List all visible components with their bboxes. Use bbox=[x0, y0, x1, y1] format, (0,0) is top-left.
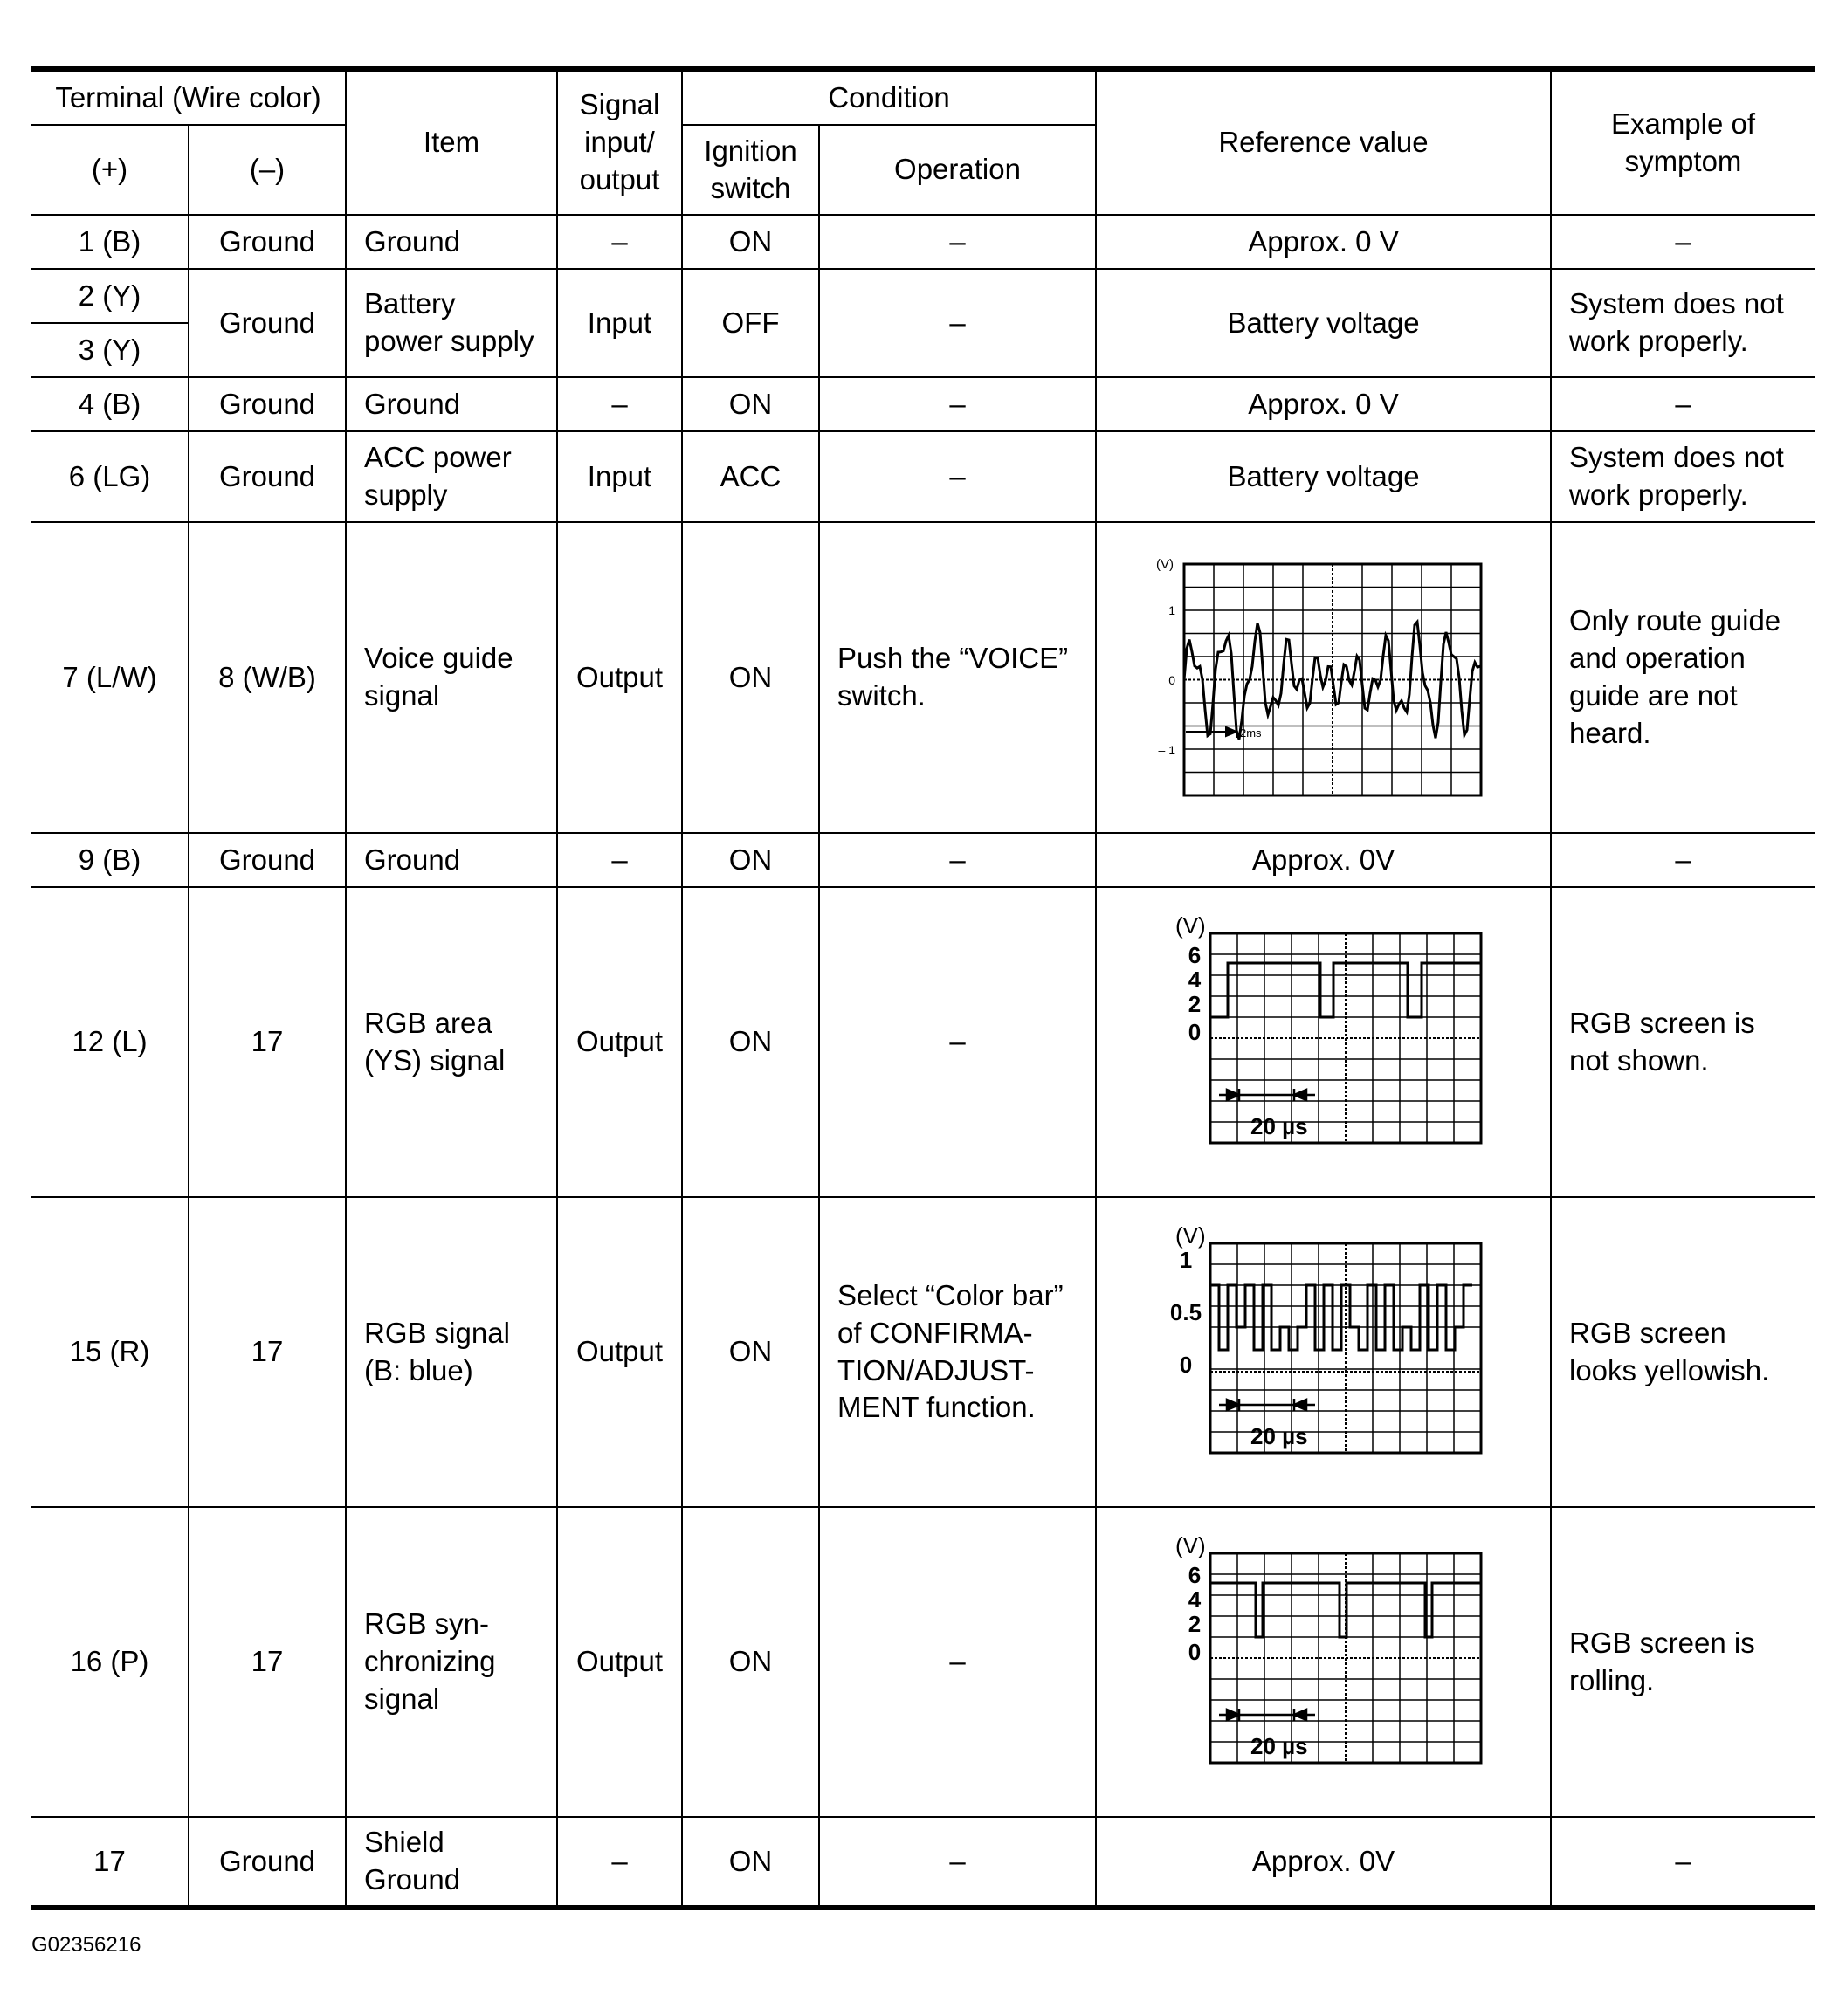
cell-reference bbox=[1096, 1507, 1551, 1817]
scope-tick: 6 bbox=[1188, 1561, 1201, 1588]
cell-item: Ground bbox=[346, 215, 557, 269]
cell-minus: Ground bbox=[189, 269, 346, 377]
cell-ignition: ON bbox=[682, 1197, 819, 1507]
cell-signal: Input bbox=[557, 431, 682, 522]
header-condition: Condition bbox=[682, 69, 1096, 125]
voice-waveform bbox=[1149, 547, 1498, 808]
cell-ignition: ON bbox=[682, 833, 819, 887]
cell-ignition: ACC bbox=[682, 431, 819, 522]
cell-plus: 1 (B) bbox=[31, 215, 189, 269]
header-ignition: Ignition switch bbox=[682, 125, 819, 215]
scope-tick: 0.5 bbox=[1169, 1298, 1202, 1325]
cell-signal: – bbox=[557, 833, 682, 887]
cell-plus: 4 (B) bbox=[31, 377, 189, 431]
cell-reference: Approx. 0 V bbox=[1096, 215, 1551, 269]
cell-signal: Output bbox=[557, 1507, 682, 1817]
figure-code: G02356216 bbox=[31, 1933, 141, 1957]
scope-tick: 0 bbox=[1188, 1018, 1201, 1045]
table-row bbox=[31, 522, 1815, 833]
cell-reference bbox=[1096, 522, 1551, 833]
blue-trace bbox=[1210, 1285, 1472, 1350]
cell-signal: Output bbox=[557, 522, 682, 833]
scope-tick: 4 bbox=[1188, 1586, 1201, 1613]
cell-reference bbox=[1096, 1197, 1551, 1507]
cell-minus: Ground bbox=[189, 833, 346, 887]
cell-ignition: OFF bbox=[682, 269, 819, 377]
scope-grid bbox=[1210, 933, 1481, 1143]
cell-operation: – bbox=[819, 431, 1096, 522]
cell-plus: 7 (L/W) bbox=[31, 522, 189, 833]
cell-ignition: ON bbox=[682, 1817, 819, 1908]
scope-tick: 0 bbox=[1168, 673, 1175, 687]
cell-item: Ground bbox=[346, 833, 557, 887]
cell-symptom: RGB screen is not shown. bbox=[1551, 887, 1815, 1197]
cell-plus: 15 (R) bbox=[31, 1197, 189, 1507]
cell-minus: 17 bbox=[189, 1197, 346, 1507]
table-row bbox=[31, 833, 1815, 887]
cell-ignition: ON bbox=[682, 377, 819, 431]
cell-minus: 17 bbox=[189, 887, 346, 1197]
cell-minus: Ground bbox=[189, 1817, 346, 1908]
cell-item: RGB signal (B: blue) bbox=[346, 1197, 557, 1507]
scope-unit: (V) bbox=[1174, 1535, 1206, 1558]
cell-signal: – bbox=[557, 377, 682, 431]
header-symptom: Example of symptom bbox=[1551, 69, 1815, 215]
cell-operation: – bbox=[819, 887, 1096, 1197]
cell-plus: 2 (Y) bbox=[31, 269, 189, 323]
cell-operation: – bbox=[819, 833, 1096, 887]
time-span-label: 20 µs bbox=[1250, 1112, 1308, 1139]
cell-ignition: ON bbox=[682, 522, 819, 833]
blue-waveform bbox=[1149, 1226, 1498, 1479]
table-row bbox=[31, 431, 1815, 522]
time-span-marker bbox=[1219, 1089, 1315, 1101]
scope-tick: 1 bbox=[1179, 1246, 1192, 1273]
scope-tick: 2 bbox=[1188, 990, 1201, 1017]
cell-item: Voice guide signal bbox=[346, 522, 557, 833]
time-span-label: 2ms bbox=[1239, 726, 1262, 740]
table-row bbox=[31, 215, 1815, 269]
table-row bbox=[31, 1507, 1815, 1817]
cell-symptom: Only route guide and operation guide are not heard. bbox=[1551, 522, 1815, 833]
scope-unit: (V) bbox=[1174, 1225, 1206, 1249]
cell-operation: Push the “VOICE” switch. bbox=[819, 522, 1096, 833]
time-span-label: 20 µs bbox=[1250, 1422, 1308, 1449]
cell-item: Ground bbox=[346, 377, 557, 431]
cell-operation: Select “Color bar” of CONFIRMA-TION/ADJUST-MENT function. bbox=[819, 1197, 1096, 1507]
scope-unit: (V) bbox=[1155, 557, 1174, 572]
scope-tick: 6 bbox=[1188, 941, 1201, 968]
cell-reference: Approx. 0 V bbox=[1096, 377, 1551, 431]
cell-minus: 17 bbox=[189, 1507, 346, 1817]
ys-waveform bbox=[1149, 916, 1498, 1169]
time-span-label: 20 µs bbox=[1250, 1732, 1308, 1759]
cell-plus: 6 (LG) bbox=[31, 431, 189, 522]
cell-symptom: – bbox=[1551, 215, 1815, 269]
cell-item: RGB area (YS) signal bbox=[346, 887, 557, 1197]
cell-minus: Ground bbox=[189, 431, 346, 522]
cell-operation: – bbox=[819, 377, 1096, 431]
terminal-reference-table bbox=[31, 66, 1815, 1910]
header-terminal: Terminal (Wire color) bbox=[31, 69, 346, 125]
cell-item: Battery power supply bbox=[346, 269, 557, 377]
cell-reference: Approx. 0V bbox=[1096, 833, 1551, 887]
cell-signal: Output bbox=[557, 1197, 682, 1507]
header-operation: Operation bbox=[819, 125, 1096, 215]
cell-operation: – bbox=[819, 1507, 1096, 1817]
table-row bbox=[31, 269, 1815, 323]
cell-plus: 9 (B) bbox=[31, 833, 189, 887]
cell-operation: – bbox=[819, 215, 1096, 269]
cell-ignition: ON bbox=[682, 1507, 819, 1817]
cell-ignition: ON bbox=[682, 215, 819, 269]
cell-operation: – bbox=[819, 269, 1096, 377]
cell-symptom: – bbox=[1551, 833, 1815, 887]
cell-plus: 3 (Y) bbox=[31, 323, 189, 377]
cell-symptom: System does not work properly. bbox=[1551, 269, 1815, 377]
cell-symptom: – bbox=[1551, 377, 1815, 431]
time-span-marker bbox=[1219, 1399, 1315, 1411]
scope-grid bbox=[1210, 1243, 1481, 1453]
header-minus: (–) bbox=[189, 125, 346, 215]
cell-signal: Input bbox=[557, 269, 682, 377]
cell-operation: – bbox=[819, 1817, 1096, 1908]
table-row bbox=[31, 1817, 1815, 1908]
cell-symptom: RGB screen looks yellowish. bbox=[1551, 1197, 1815, 1507]
cell-symptom: RGB screen is rolling. bbox=[1551, 1507, 1815, 1817]
scope-tick: 4 bbox=[1188, 966, 1201, 993]
cell-reference: Battery voltage bbox=[1096, 269, 1551, 377]
table-row bbox=[31, 377, 1815, 431]
table-row bbox=[31, 887, 1815, 1197]
cell-symptom: System does not work properly. bbox=[1551, 431, 1815, 522]
header-item: Item bbox=[346, 69, 557, 215]
cell-item: ACC power supply bbox=[346, 431, 557, 522]
cell-reference bbox=[1096, 887, 1551, 1197]
sync-trace bbox=[1210, 1583, 1481, 1637]
scope-tick: – 1 bbox=[1158, 743, 1175, 757]
cell-signal: – bbox=[557, 215, 682, 269]
cell-item: RGB syn-chronizing signal bbox=[346, 1507, 557, 1817]
cell-reference: Battery voltage bbox=[1096, 431, 1551, 522]
cell-reference: Approx. 0V bbox=[1096, 1817, 1551, 1908]
cell-plus: 17 bbox=[31, 1817, 189, 1908]
scope-unit: (V) bbox=[1174, 915, 1206, 939]
cell-minus: Ground bbox=[189, 215, 346, 269]
cell-symptom: – bbox=[1551, 1817, 1815, 1908]
header-signal: Signal input/ output bbox=[557, 69, 682, 215]
cell-minus: Ground bbox=[189, 377, 346, 431]
header-reference: Reference value bbox=[1096, 69, 1551, 215]
scope-tick: 0 bbox=[1179, 1351, 1192, 1378]
cell-item: Shield Ground bbox=[346, 1817, 557, 1908]
table-row bbox=[31, 1197, 1815, 1507]
cell-ignition: ON bbox=[682, 887, 819, 1197]
scope-tick: 0 bbox=[1188, 1638, 1201, 1665]
sync-waveform bbox=[1149, 1536, 1498, 1789]
cell-signal: Output bbox=[557, 887, 682, 1197]
time-span-marker bbox=[1219, 1709, 1315, 1721]
cell-plus: 12 (L) bbox=[31, 887, 189, 1197]
scope-tick: 1 bbox=[1168, 603, 1175, 617]
cell-minus: 8 (W/B) bbox=[189, 522, 346, 833]
cell-signal: – bbox=[557, 1817, 682, 1908]
cell-plus: 16 (P) bbox=[31, 1507, 189, 1817]
scope-tick: 2 bbox=[1188, 1610, 1201, 1637]
header-plus: (+) bbox=[31, 125, 189, 215]
